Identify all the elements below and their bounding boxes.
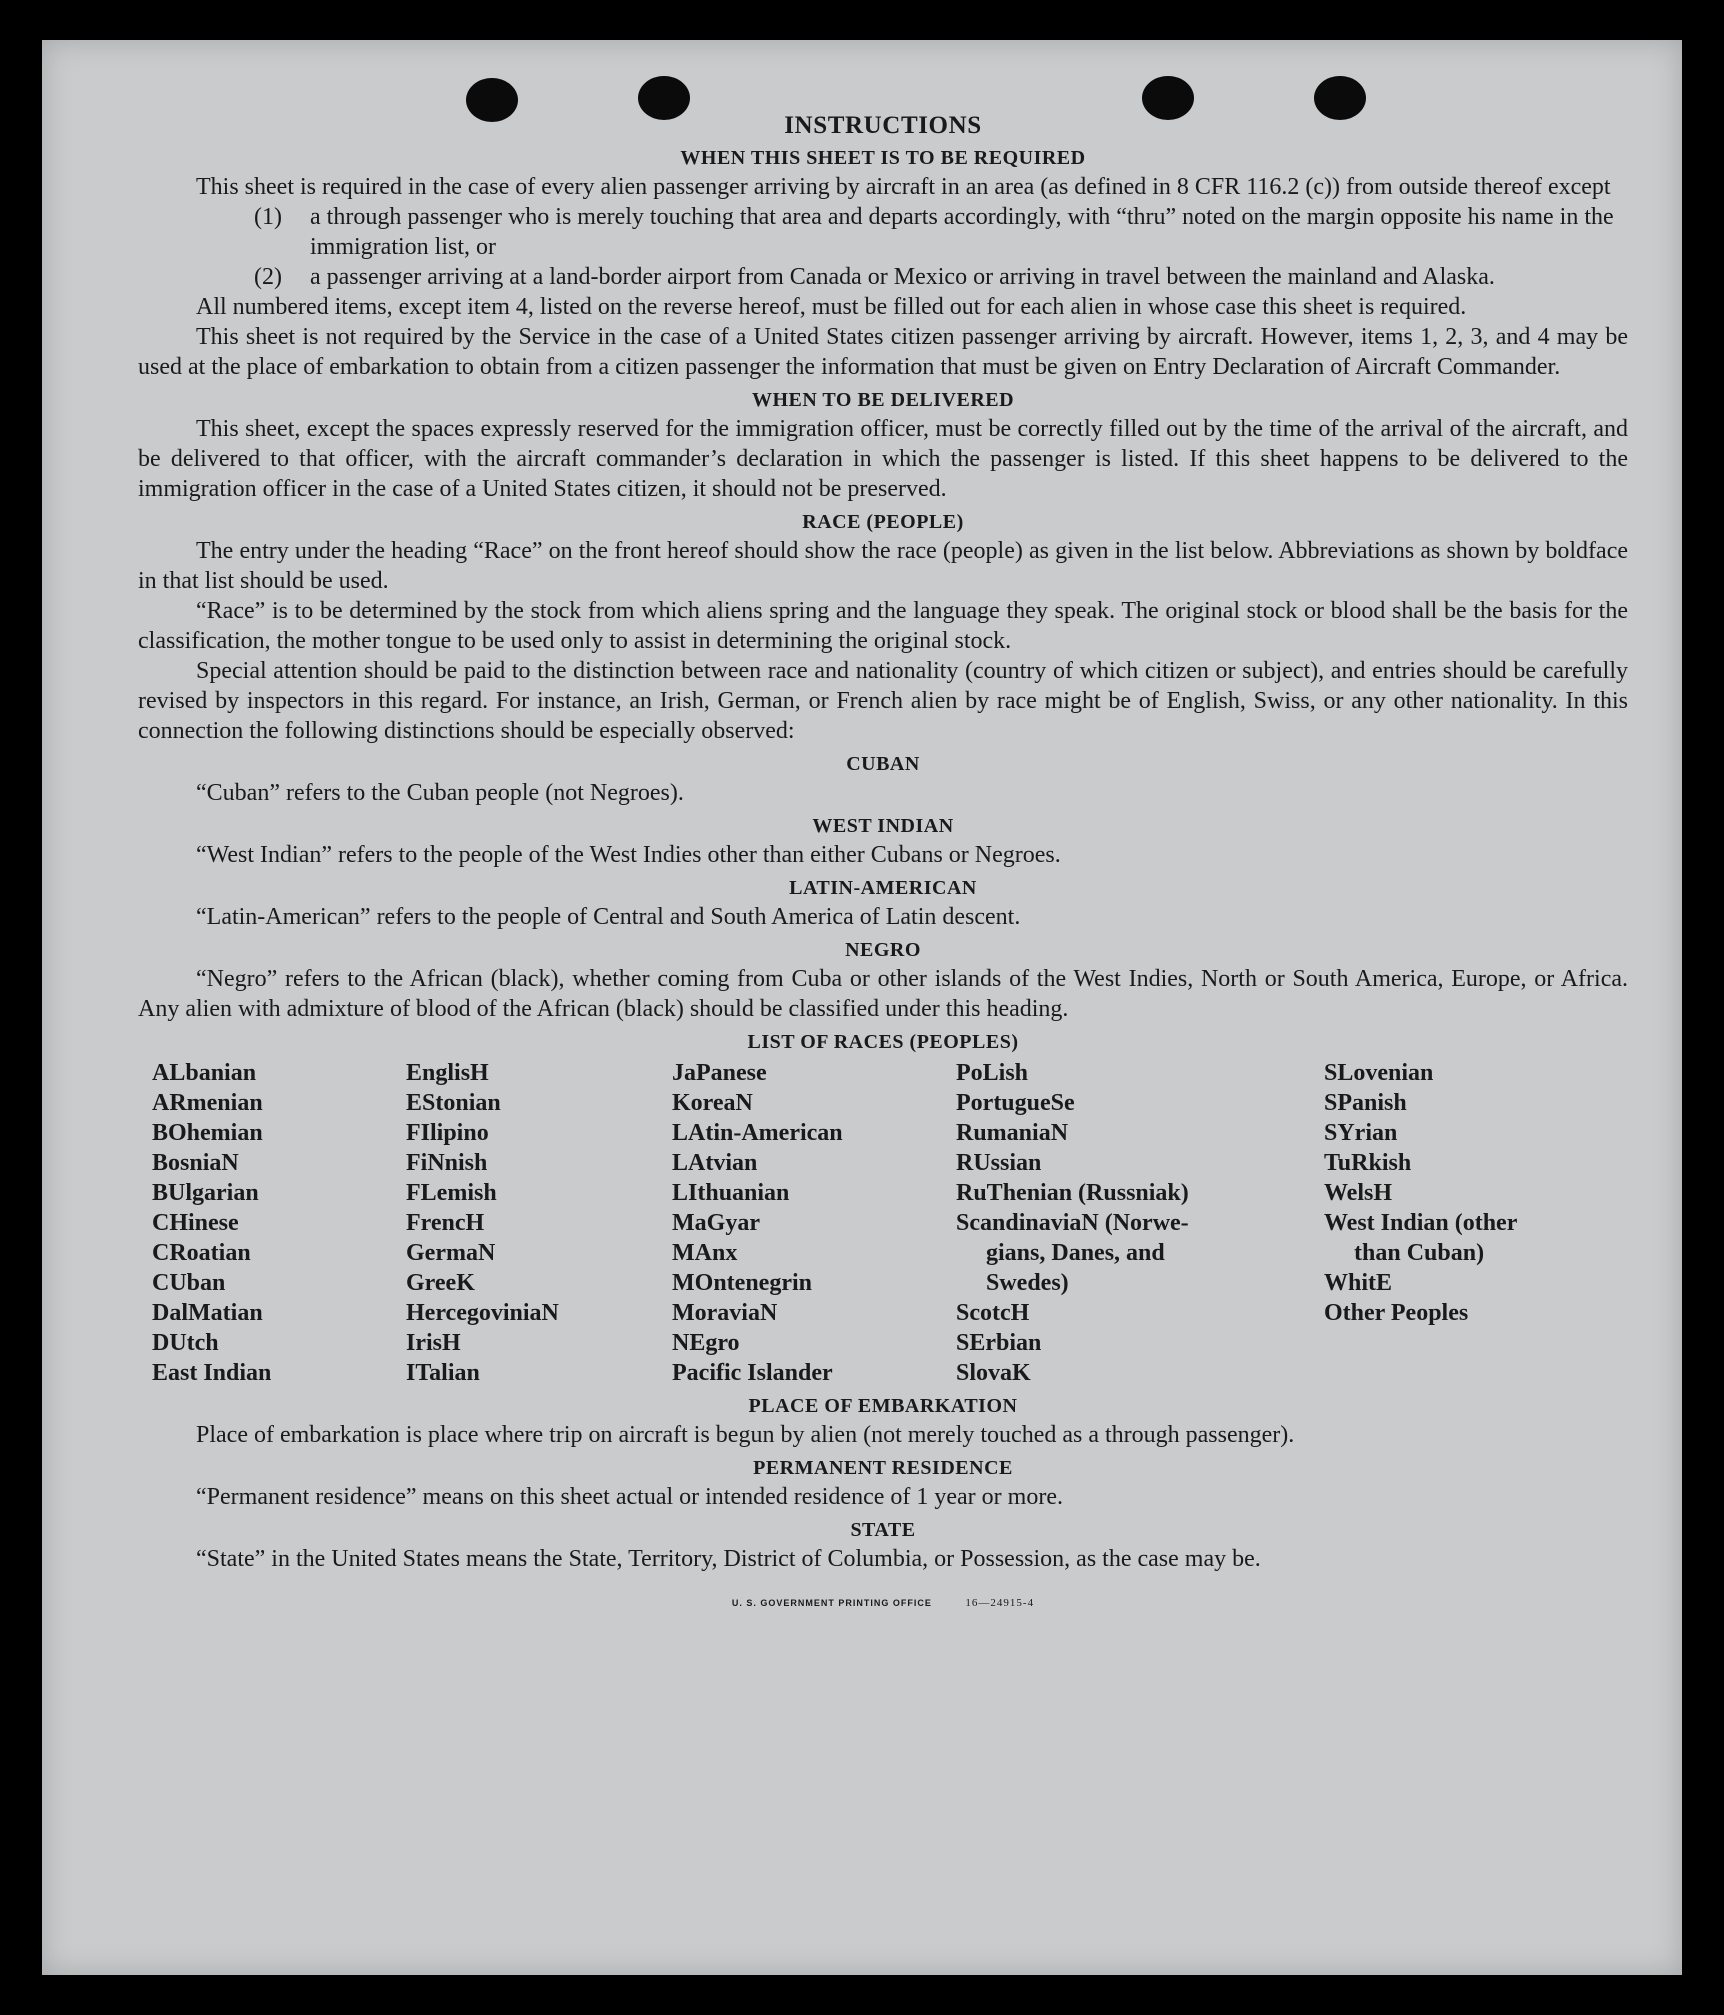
item-number: (1) [254, 204, 282, 230]
printer-imprint [138, 1588, 1628, 1618]
instructions-body [138, 112, 1628, 1618]
race-entry: Pacific Islander [672, 1360, 833, 1386]
race-entry: EnglisH [406, 1060, 489, 1086]
section-heading: LATIN-AMERICAN [789, 877, 977, 899]
race-entry: than Cuban) [1354, 1240, 1485, 1266]
race-entry: CHinese [152, 1210, 239, 1236]
race-entry: MoraviaN [672, 1300, 778, 1326]
race-entry: BUlgarian [152, 1180, 259, 1206]
race-entry: FLemish [406, 1180, 497, 1206]
race-entry: JaPanese [672, 1060, 767, 1086]
race-entry: CRoatian [152, 1240, 251, 1266]
section-heading: WHEN TO BE DELIVERED [751, 389, 1015, 411]
race-entry: EStonian [406, 1090, 501, 1116]
race-entry: PortugueSe [956, 1090, 1075, 1116]
paragraph: This sheet is required in the case of every alien passenger arriving by aircraft in an area (as defined in 8 CFR 116.2 (c)) from outside thereof except [196, 174, 1611, 200]
race-entry: SYrian [1324, 1120, 1398, 1146]
race-entry: SErbian [956, 1330, 1042, 1356]
race-entry: ScandinaviaN (Norwe- [956, 1210, 1189, 1236]
race-entry: WhitE [1324, 1270, 1393, 1296]
paragraph: The entry under the heading “Race” on the front hereof should show the race (people) as given in the list below. Abbreviations as shown by boldface in that list should be used. [138, 538, 1628, 594]
section-heading: WEST INDIAN [812, 815, 954, 837]
races-column [672, 1058, 956, 1388]
race-entry: RuThenian (Russniak) [956, 1180, 1189, 1206]
race-entry: East Indian [152, 1360, 272, 1386]
race-entry: ARmenian [152, 1090, 263, 1116]
races-list [138, 1058, 1628, 1388]
races-column [138, 1058, 406, 1388]
race-entry: Other Peoples [1324, 1300, 1469, 1326]
race-entry: GreeK [406, 1270, 475, 1296]
item-number: (2) [254, 264, 282, 290]
race-entry: LIthuanian [672, 1180, 790, 1206]
race-entry: CUban [152, 1270, 226, 1296]
races-column [406, 1058, 672, 1388]
race-entry: FrencH [406, 1210, 485, 1236]
section-heading: LIST OF RACES (PEOPLES) [747, 1031, 1019, 1053]
race-entry: SLovenian [1324, 1060, 1434, 1086]
race-entry: gians, Danes, and [986, 1240, 1165, 1266]
section-heading: STATE [850, 1519, 916, 1541]
race-entry: HercegoviniaN [406, 1300, 559, 1326]
race-entry: Swedes) [986, 1270, 1069, 1296]
document-sheet [42, 40, 1682, 1975]
race-entry: RUssian [956, 1150, 1042, 1176]
section-heading: PLACE OF EMBARKATION [748, 1395, 1018, 1417]
form-code: 16—24915-4 [965, 1597, 1035, 1609]
paragraph: “Latin-American” refers to the people of Central and South America of Latin descent. [196, 904, 1021, 930]
race-entry: NEgro [672, 1330, 740, 1356]
paragraph: This sheet, except the spaces expressly reserved for the immigration officer, must be correctly filled out by the time of the arrival of the aircraft, and be delivered to that officer, with the aircraft commander’s declaration in which the passenger is listed. If this sheet happens to be delivered to the immigration officer in the case of a United States citizen, it should not be preserved. [138, 416, 1628, 502]
race-entry: ALbanian [152, 1060, 257, 1086]
race-entry: TuRkish [1324, 1150, 1412, 1176]
section-heading: NEGRO [845, 939, 921, 961]
paragraph: All numbered items, except item 4, listed on the reverse hereof, must be filled out for each alien in whose case this sheet is required. [196, 294, 1467, 320]
races-column [1324, 1058, 1624, 1388]
paragraph: Special attention should be paid to the distinction between race and nationality (country of which citizen or subject), and entries should be carefully revised by inspectors in this regard. For instance, an Irish, German, or French alien by race might be of English, Swiss, or any other nationality. In this connection the following distinctions should be especially observed: [138, 658, 1628, 744]
race-entry: LAtvian [672, 1150, 758, 1176]
race-entry: BOhemian [152, 1120, 263, 1146]
races-column [956, 1058, 1324, 1388]
paragraph: This sheet is not required by the Service in the case of a United States citizen passenger arriving by aircraft. However, items 1, 2, 3, and 4 may be used at the place of embarkation to obtain from a citizen passenger the information that must be given on Entry Declaration of Aircraft Commander. [138, 324, 1628, 380]
paragraph: “Permanent residence” means on this sheet actual or intended residence of 1 year or more. [196, 1484, 1063, 1510]
numbered-item [138, 262, 1628, 292]
paragraph: “Negro” refers to the African (black), whether coming from Cuba or other islands of the West Indies, North or South America, Europe, or Africa. Any alien with admixture of blood of the African (black) should be classified under this heading. [138, 966, 1628, 1022]
race-entry: GermaN [406, 1240, 496, 1266]
section-heading: CUBAN [846, 753, 920, 775]
paragraph: “State” in the United States means the State, Territory, District of Columbia, or Possession, as the case may be. [196, 1546, 1261, 1572]
race-entry: DalMatian [152, 1300, 263, 1326]
race-entry: FiNnish [406, 1150, 488, 1176]
item-text: a through passenger who is merely touching that area and departs accordingly, with “thru” noted on the margin opposite his name in the immigration list, or [310, 204, 1614, 260]
paragraph: Place of embarkation is place where trip on aircraft is begun by alien (not merely touched as a through passenger). [196, 1422, 1295, 1448]
race-entry: West Indian (other [1324, 1210, 1518, 1236]
section-heading: RACE (PEOPLE) [802, 511, 964, 533]
numbered-item [138, 202, 1628, 262]
section-heading: PERMANENT RESIDENCE [753, 1457, 1013, 1479]
race-entry: PoLish [956, 1060, 1029, 1086]
race-entry: MAnx [672, 1240, 738, 1266]
race-entry: MOntenegrin [672, 1270, 812, 1296]
race-entry: ScotcH [956, 1300, 1030, 1326]
race-entry: MaGyar [672, 1210, 760, 1236]
race-entry: KoreaN [672, 1090, 753, 1116]
race-entry: LAtin-American [672, 1120, 843, 1146]
paragraph: “West Indian” refers to the people of the West Indies other than either Cubans or Negroes. [196, 842, 1061, 868]
race-entry: BosniaN [152, 1150, 239, 1176]
printer-name: U. S. GOVERNMENT PRINTING OFFICE [731, 1598, 932, 1608]
race-entry: WelsH [1324, 1180, 1393, 1206]
race-entry: IrisH [406, 1330, 461, 1356]
race-entry: ITalian [406, 1360, 480, 1386]
race-entry: RumaniaN [956, 1120, 1069, 1146]
race-entry: FIlipino [406, 1120, 489, 1146]
page-title: INSTRUCTIONS [784, 112, 982, 139]
race-entry: DUtch [152, 1330, 219, 1356]
item-text: a passenger arriving at a land-border airport from Canada or Mexico or arriving in travel between the mainland and Alaska. [310, 264, 1495, 290]
race-entry: SPanish [1324, 1090, 1407, 1116]
race-entry: SlovaK [956, 1360, 1031, 1386]
section-heading: WHEN THIS SHEET IS TO BE REQUIRED [680, 147, 1086, 169]
paragraph: “Race” is to be determined by the stock from which aliens spring and the language they speak. The original stock or blood shall be the basis for the classification, the mother tongue to be used only to assist in determining the original stock. [138, 598, 1628, 654]
paragraph: “Cuban” refers to the Cuban people (not Negroes). [196, 780, 684, 806]
